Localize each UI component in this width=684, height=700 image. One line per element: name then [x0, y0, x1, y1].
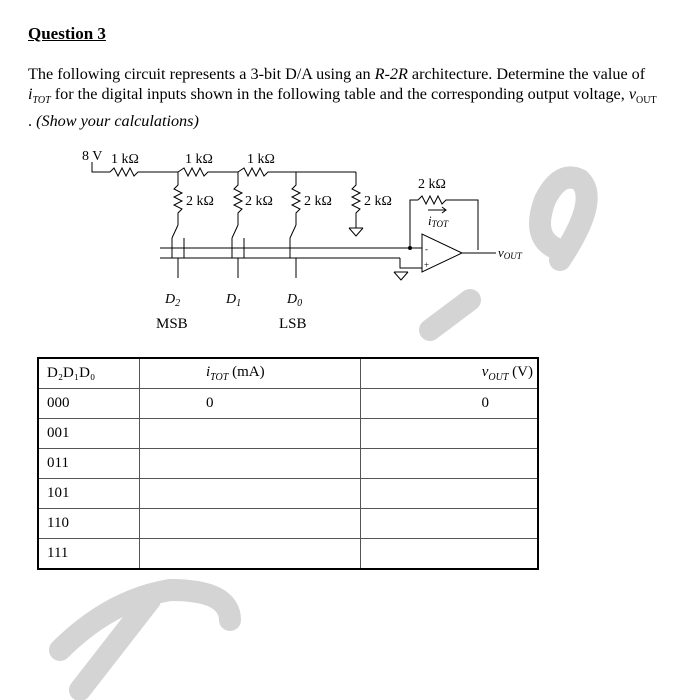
opamp-minus: - — [425, 244, 428, 254]
shunt-resistor-3 — [292, 172, 300, 225]
table-row — [38, 449, 538, 479]
cell-vout[interactable] — [361, 419, 539, 449]
shunt-label-4: 2 kΩ — [364, 194, 392, 209]
bit-d1-sub: 1 — [236, 298, 242, 309]
para-itot: i — [28, 85, 33, 103]
header-itot-sub: TOT — [210, 372, 229, 383]
opamp-noninv-wire — [400, 258, 422, 268]
cell-code: 101 — [38, 479, 140, 509]
ladder-resistor-1 — [178, 168, 238, 176]
table-row — [38, 539, 538, 570]
question-heading: Question 3 — [28, 24, 106, 43]
lsb-label: LSB — [279, 316, 307, 332]
para-vout-sub: OUT — [636, 95, 657, 107]
current-label — [428, 213, 449, 229]
ground-2-tri — [394, 272, 408, 280]
bit-label-d1 — [225, 292, 241, 309]
header-vout-sub: OUT — [488, 372, 509, 383]
current-label-var: i — [428, 213, 432, 228]
shunt-resistor-4 — [352, 172, 360, 228]
feedback-resistor — [418, 196, 478, 250]
para-note: (Show your calculations) — [36, 112, 199, 131]
table-row — [38, 509, 538, 539]
header-itot-unit: (mA) — [228, 364, 265, 380]
opamp-plus: + — [424, 260, 430, 270]
shunt-label-3: 2 kΩ — [304, 194, 332, 209]
bit-label-d2 — [164, 292, 180, 309]
cell-code: 011 — [38, 449, 140, 479]
bit-d2-sub: 2 — [175, 298, 181, 309]
node-dot — [408, 246, 412, 250]
bit-label-d0 — [286, 292, 302, 309]
feedback-left-wire — [410, 200, 418, 248]
dac-table — [37, 357, 539, 570]
cell-itot[interactable] — [140, 419, 361, 449]
table-row — [38, 479, 538, 509]
ladder-resistor-label-2: 1 kΩ — [247, 152, 275, 167]
header-code: D₂D₁D₀ — [38, 358, 140, 389]
cell-itot-value — [140, 485, 206, 501]
series-resistor-label: 1 kΩ — [111, 152, 139, 167]
source-label: 8 V — [82, 149, 103, 164]
header-vout-unit: (V) — [508, 364, 533, 380]
switch-d0 — [290, 225, 296, 238]
para-text-1: The following circuit represents a 3-bit D/A using an — [28, 65, 375, 83]
para-itot-sub: TOT — [32, 95, 51, 107]
cell-itot-value — [140, 455, 206, 471]
cell-vout-value — [489, 425, 533, 441]
header-vout-var: v — [481, 364, 489, 380]
para-text-4: . — [28, 112, 37, 131]
cell-itot[interactable] — [140, 509, 361, 539]
bit-d0-sub: 0 — [297, 298, 303, 309]
header-itot — [140, 358, 361, 389]
cell-vout-value: 0 — [481, 395, 489, 411]
cell-itot-value — [140, 545, 206, 561]
cell-itot-value: 0 — [206, 395, 214, 411]
header-vout — [361, 358, 539, 389]
ladder-resistor-2 — [238, 168, 296, 176]
switch-d2 — [172, 225, 178, 238]
cell-itot[interactable] — [140, 479, 361, 509]
shunt-resistor-1 — [174, 172, 182, 225]
output-label-var: v — [498, 245, 504, 260]
cell-vout-value — [489, 455, 533, 471]
bit-d1-name: D — [226, 292, 237, 307]
cell-vout[interactable] — [361, 539, 539, 570]
ladder-resistor-label-1: 1 kΩ — [185, 152, 213, 167]
cell-code: 000 — [38, 389, 140, 419]
table-header-row — [38, 358, 538, 389]
table-row — [38, 419, 538, 449]
header-itot-var: i — [206, 364, 211, 380]
cell-vout[interactable] — [361, 389, 539, 419]
series-resistor — [110, 168, 178, 176]
shunt-label-1: 2 kΩ — [186, 194, 214, 209]
cell-vout[interactable] — [361, 479, 539, 509]
output-label-sub: OUT — [503, 251, 522, 261]
watermark-stroke-1 — [60, 590, 230, 650]
para-text-2: architecture. Determine the value of — [407, 65, 646, 83]
bit-d0-name: D — [287, 292, 298, 307]
para-vout: v — [628, 85, 637, 103]
shunt-resistor-2 — [234, 172, 242, 225]
para-text-3: for the digital inputs shown in the following table and the corresponding output voltage, — [50, 85, 629, 103]
cell-vout-value — [489, 485, 533, 501]
cell-vout[interactable] — [361, 449, 539, 479]
cell-code: 110 — [38, 509, 140, 539]
msb-label: MSB — [156, 316, 188, 332]
cell-itot[interactable] — [140, 539, 361, 570]
cell-vout[interactable] — [361, 509, 539, 539]
output-label — [498, 245, 523, 261]
cell-vout-value — [489, 515, 533, 531]
cell-itot[interactable] — [140, 449, 361, 479]
cell-vout-value — [489, 545, 533, 561]
cell-code: 001 — [38, 419, 140, 449]
table-row — [38, 389, 538, 419]
cell-code: 111 — [38, 539, 140, 570]
shunt-label-2: 2 kΩ — [245, 194, 273, 209]
watermark-stroke-2 — [80, 600, 150, 690]
para-r2r: R-2R — [374, 65, 408, 83]
ground-1-tri — [349, 228, 363, 236]
switch-d1 — [232, 225, 238, 238]
cell-itot-value — [140, 425, 206, 441]
current-label-sub: TOT — [431, 219, 448, 229]
dac-circuit — [0, 0, 684, 345]
bit-d2-name: D — [165, 292, 176, 307]
feedback-resistor-label: 2 kΩ — [418, 177, 446, 192]
cell-itot-value — [140, 515, 206, 531]
cell-itot[interactable] — [140, 389, 361, 419]
